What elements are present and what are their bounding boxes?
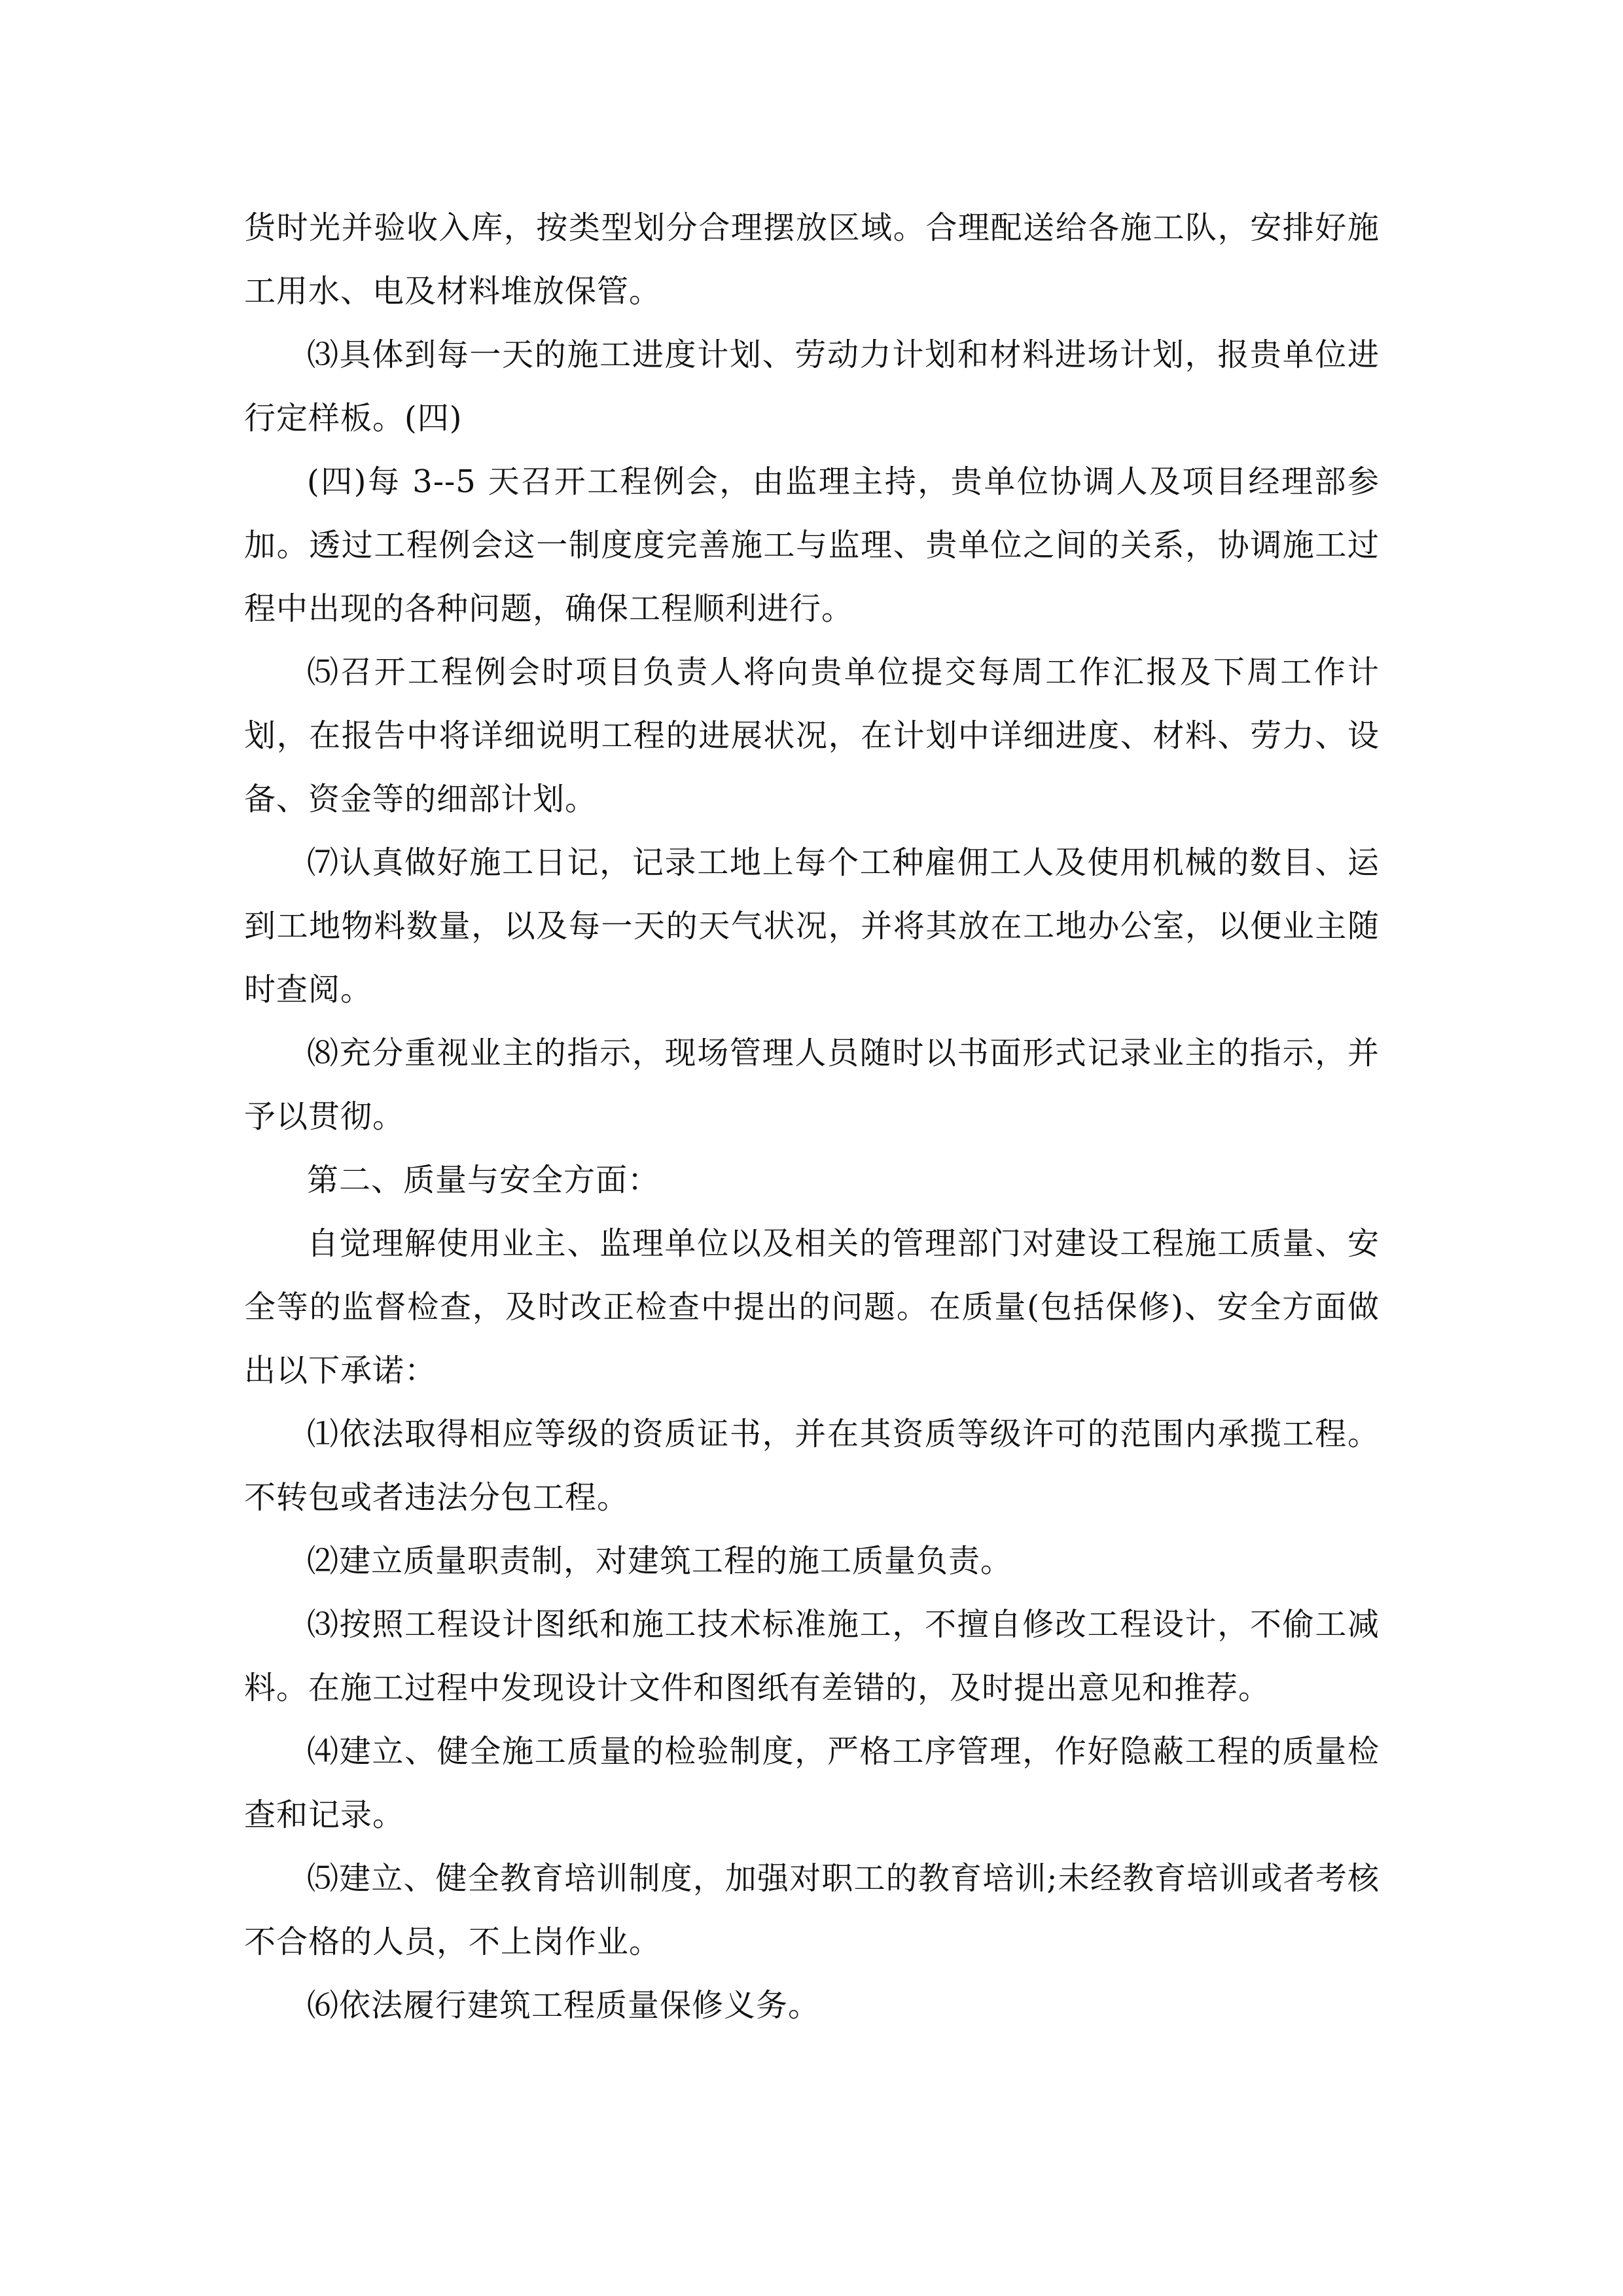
body-text — [244, 196, 1380, 2037]
paragraph: ⑶按照工程设计图纸和施工技术标准施工，不擅自修改工程设计，不偷工减料。在施工过程中发现设计文件和图纸有差错的，及时提出意见和推荐。 — [244, 1606, 1380, 1706]
paragraph: 自觉理解使用业主、监理单位以及相关的管理部门对建设工程施工质量、安全等的监督检查，及时改正检查中提出的问题。在质量(包括保修)、安全方面做出以下承诺： — [244, 1225, 1380, 1389]
paragraph: ⑵建立质量职责制，对建筑工程的施工质量负责。 — [307, 1543, 1013, 1579]
paragraph: ⑸建立、健全教育培训制度，加强对职工的教育培训;未经教育培训或者考核不合格的人员，不上岗作业。 — [244, 1860, 1380, 1960]
paragraph: ⑶具体到每一天的施工进度计划、劳动力计划和材料进场计划，报贵单位进行定样板。(四) — [244, 336, 1380, 437]
paragraph: ⑻充分重视业主的指示，现场管理人员随时以书面形式记录业主的指示，并予以贯彻。 — [244, 1035, 1380, 1135]
paragraph: ⑴依法取得相应等级的资质证书，并在其资质等级许可的范围内承揽工程。不转包或者违法分包工程。 — [244, 1416, 1380, 1516]
paragraph: ⑷建立、健全施工质量的检验制度，严格工序管理，作好隐蔽工程的质量检查和记录。 — [244, 1733, 1380, 1833]
paragraph: ⑺认真做好施工日记，记录工地上每个工种雇佣工人及使用机械的数目、运到工地物料数量，以及每一天的天气状况，并将其放在工地办公室，以便业主随时查阅。 — [244, 844, 1380, 1008]
paragraph: ⑹依法履行建筑工程质量保修义务。 — [307, 1987, 821, 2024]
paragraph: (四)每 3--5 天召开工程例会，由监理主持，贵单位协调人及项目经理部参加。透过工程例会这一制度度完善施工与监理、贵单位之间的关系，协调施工过程中出现的各种问题，确保工程顺利进行。 — [244, 463, 1380, 627]
paragraph: ⑸召开工程例会时项目负责人将向贵单位提交每周工作汇报及下周工作计划，在报告中将详细说明工程的进展状况，在计划中详细进度、材料、劳力、设备、资金等的细部计划。 — [244, 654, 1380, 817]
section-heading: 第二、质量与安全方面： — [307, 1162, 660, 1198]
paragraph: 货时光并验收入库，按类型划分合理摆放区域。合理配送给各施工队，安排好施工用水、电及材料堆放保管。 — [244, 209, 1380, 310]
